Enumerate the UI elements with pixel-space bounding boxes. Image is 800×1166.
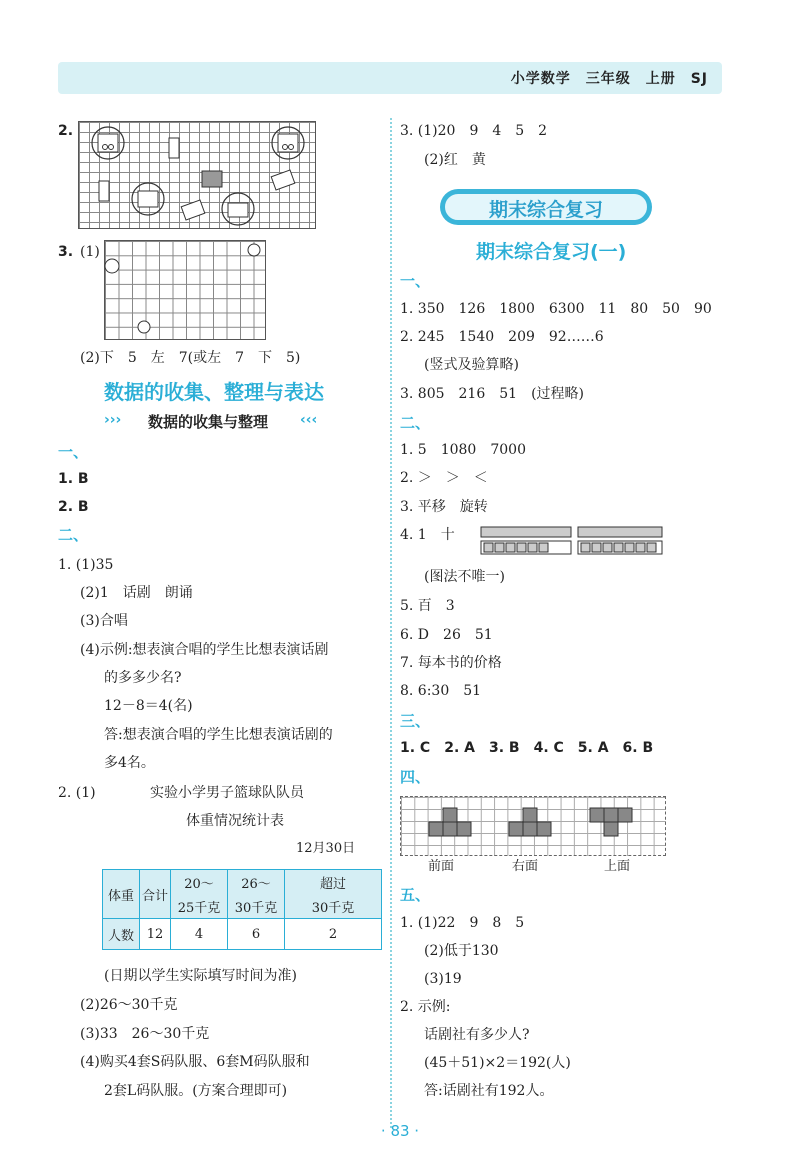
page-header bbox=[58, 62, 722, 94]
right-answer-2-7: 7. 每本书的价格 bbox=[400, 655, 502, 671]
left-answer-2-1-4b: 的多多少名? bbox=[104, 670, 182, 686]
left-answer-2-1-4a: (4)示例:想表演合唱的学生比想表演话剧 bbox=[80, 642, 329, 658]
table-title-line2: 体重情况统计表 bbox=[186, 813, 284, 829]
right-answer-2-4b: (图法不唯一) bbox=[424, 569, 505, 585]
block-diagram bbox=[480, 526, 664, 556]
left-answer-2-2-2: (2)26～30千克 bbox=[80, 997, 178, 1013]
grid-figure-1-shapes bbox=[78, 121, 316, 229]
left-answer-2-2-4b: 2套L码队服。(方案合理即可) bbox=[104, 1083, 288, 1099]
table-row bbox=[103, 919, 382, 950]
table-cell: 6 bbox=[228, 919, 285, 950]
table-cell: 12 bbox=[140, 919, 171, 950]
view-label-top: 上面 bbox=[604, 859, 631, 874]
weight-stats-table bbox=[102, 869, 382, 950]
column-divider bbox=[390, 118, 392, 1128]
left-answer-2-1-3: (3)合唱 bbox=[80, 613, 128, 629]
q3-part1: (1) bbox=[80, 244, 100, 260]
right-section-4: 四、 bbox=[400, 768, 431, 786]
right-answer-5-1b: (2)低于130 bbox=[424, 943, 499, 959]
q2-label: 2. bbox=[58, 123, 74, 139]
right-answer-5-1: 1. (1)22 9 8 5 bbox=[400, 915, 525, 931]
right-answer-2-2: 2. ＞ ＞ ＜ bbox=[400, 470, 488, 486]
right-answer-3-1: 1. C 2. A 3. B 4. C 5. A 6. B bbox=[400, 740, 654, 756]
table-title-line1: 实验小学男子篮球队队员 bbox=[150, 785, 304, 801]
right-answer-2-5: 5. 百 3 bbox=[400, 598, 455, 614]
table-header-cell: 30千克 bbox=[285, 894, 382, 919]
right-section-1: 一、 bbox=[400, 272, 431, 290]
table-header-cell: 体重 bbox=[103, 870, 140, 919]
review-subtitle: 期末综合复习(一) bbox=[476, 241, 627, 263]
right-section-5: 五、 bbox=[400, 886, 431, 904]
table-note: (日期以学生实际填写时间为准) bbox=[104, 968, 297, 984]
right-answer-3b: (2)红 黄 bbox=[424, 152, 486, 168]
table-header-row bbox=[103, 870, 382, 895]
right-answer-5-2b: 话剧社有多少人? bbox=[424, 1027, 530, 1043]
section-title: 数据的收集、整理与表达 bbox=[104, 380, 324, 404]
right-answer-2-3: 3. 平移 旋转 bbox=[400, 499, 488, 515]
subsection-arrows-right: ‹‹‹ bbox=[300, 412, 318, 428]
view-label-right: 右面 bbox=[512, 859, 539, 874]
left-answer-1-2: 2. B bbox=[58, 499, 89, 515]
table-header-cell: 30千克 bbox=[228, 894, 285, 919]
table-cell: 4 bbox=[171, 919, 228, 950]
right-answer-2-8: 8. 6:30 51 bbox=[400, 683, 482, 699]
view-label-front: 前面 bbox=[428, 859, 455, 874]
left-answer-2-1-2: (2)1 话剧 朗诵 bbox=[80, 585, 193, 601]
right-answer-5-2: 2. 示例: bbox=[400, 999, 451, 1015]
right-section-2: 二、 bbox=[400, 414, 431, 432]
left-answer-2-2-4a: (4)购买4套S码队服、6套M码队服和 bbox=[80, 1054, 310, 1070]
left-section-2: 二、 bbox=[58, 526, 89, 544]
left-answer-2-1-4e: 多4名。 bbox=[104, 755, 155, 771]
table-header-cell: 超过 bbox=[285, 870, 382, 895]
table-header-cell: 25千克 bbox=[171, 894, 228, 919]
left-answer-2-1: 1. (1)35 bbox=[58, 557, 114, 573]
left-answer-2-2-3: (3)33 26～30千克 bbox=[80, 1026, 210, 1042]
q3-part2: (2)下 5 左 7(或左 7 下 5) bbox=[80, 350, 301, 366]
right-answer-2-4: 4. 1 十 bbox=[400, 527, 455, 543]
table-header-cell: 20～ bbox=[171, 870, 228, 895]
table-cell: 2 bbox=[285, 919, 382, 950]
right-answer-5-1c: (3)19 bbox=[424, 971, 462, 987]
table-header-cell: 26～ bbox=[228, 870, 285, 895]
right-answer-1-2: 2. 245 1540 209 92……6 bbox=[400, 329, 604, 345]
q3-label: 3. bbox=[58, 244, 74, 260]
page-number: · 83 · bbox=[380, 1122, 420, 1140]
table-row-label: 人数 bbox=[103, 919, 140, 950]
right-answer-5-2d: 答:话剧社有192人。 bbox=[424, 1083, 554, 1099]
review-badge bbox=[440, 189, 652, 225]
subsection-arrows-left: ››› bbox=[104, 412, 122, 428]
right-answer-5-2c: (45＋51)×2＝192(人) bbox=[424, 1055, 571, 1071]
table-date: 12月30日 bbox=[296, 841, 356, 856]
right-answer-1-2b: (竖式及验算略) bbox=[424, 357, 519, 373]
left-answer-2-1-4c: 12－8＝4(名) bbox=[104, 698, 193, 714]
left-answer-2-1-4d: 答:想表演合唱的学生比想表演话剧的 bbox=[104, 727, 333, 743]
review-badge-text: 期末综合复习 bbox=[488, 199, 603, 221]
right-answer-2-1: 1. 5 1080 7000 bbox=[400, 442, 526, 458]
left-answer-2-2-label: 2. (1) bbox=[58, 785, 96, 801]
subsection-title: 数据的收集与整理 bbox=[148, 413, 269, 431]
right-answer-1-1: 1. 350 126 1800 6300 11 80 50 90 bbox=[400, 301, 712, 317]
grid-figure-2-shapes bbox=[104, 240, 266, 340]
header-title: 小学数学 三年级 上册 SJ bbox=[510, 71, 708, 87]
table-header-cell: 合计 bbox=[140, 870, 171, 919]
view-shapes bbox=[400, 796, 666, 856]
left-answer-1-1: 1. B bbox=[58, 471, 89, 487]
right-answer-1-3: 3. 805 216 51 (过程略) bbox=[400, 386, 584, 402]
right-answer-3a: 3. (1)20 9 4 5 2 bbox=[400, 123, 548, 139]
left-section-1: 一、 bbox=[58, 443, 89, 461]
right-answer-2-6: 6. D 26 51 bbox=[400, 627, 493, 643]
right-section-3: 三、 bbox=[400, 712, 431, 730]
